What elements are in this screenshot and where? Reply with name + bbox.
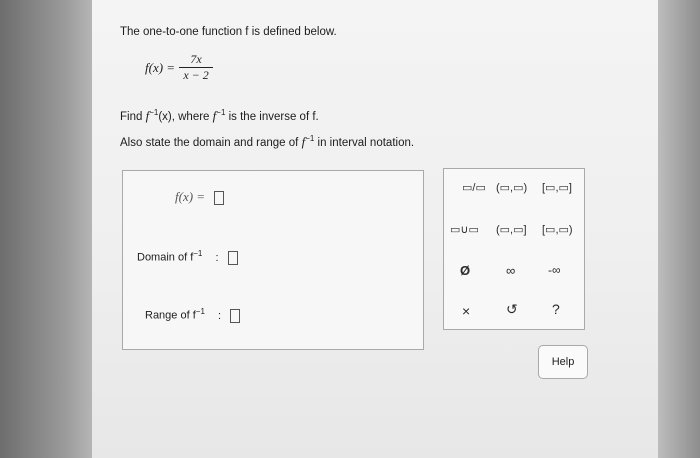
- range-colon: :: [217, 309, 222, 322]
- screen-bezel-left: [0, 0, 92, 458]
- denominator: x − 2: [183, 68, 209, 82]
- finv-label: f(x) =: [175, 189, 206, 204]
- domain-range-instruction: Also state the domain and range of $f^{-1}$ in interval notation.: [120, 134, 415, 149]
- range-input[interactable]: [230, 309, 240, 323]
- union-button[interactable]: ▭∪▭: [450, 224, 479, 236]
- help-button[interactable]: Help: [538, 345, 588, 379]
- inverse-input[interactable]: [214, 191, 224, 205]
- also-text-a: Also state the domain and range of: [120, 137, 302, 149]
- range-label: Range of f: [145, 309, 196, 322]
- find-text-b: (x), where: [158, 111, 213, 123]
- answer-box: [122, 170, 424, 350]
- screen-bezel-right: [658, 0, 700, 458]
- domain-label: Domain of f: [137, 251, 194, 264]
- domain-colon: :: [215, 251, 219, 264]
- help-question-button[interactable]: ?: [552, 301, 560, 317]
- problem-prompt: The one-to-one function f is defined below.: [120, 26, 337, 38]
- fraction: [179, 52, 213, 83]
- function-definition: [145, 52, 213, 83]
- function-lhs: f(x) =: [145, 59, 176, 75]
- undo-icon[interactable]: ↺: [506, 301, 518, 317]
- neg-infinity-button[interactable]: -∞: [548, 263, 561, 277]
- find-text-a: Find: [120, 111, 146, 123]
- closed-open-interval-button[interactable]: [▭,▭): [542, 224, 573, 236]
- fraction-button[interactable]: ▭/▭: [462, 182, 486, 194]
- also-text-b: in interval notation.: [314, 137, 415, 149]
- range-row: Range of $f^{-1}$ :: [145, 307, 240, 323]
- find-text-c: is the inverse of f.: [225, 111, 319, 123]
- infinity-button[interactable]: ∞: [506, 263, 516, 278]
- open-closed-interval-button[interactable]: (▭,▭]: [496, 224, 527, 236]
- find-instruction: Find $f^{-1}(x)$, where $f^{-1}$ is the inverse of f.: [120, 108, 319, 123]
- clear-button[interactable]: ×: [462, 303, 471, 319]
- domain-input[interactable]: [228, 251, 238, 265]
- open-open-interval-button[interactable]: (▭,▭): [496, 182, 528, 194]
- empty-set-button[interactable]: Ø: [460, 263, 471, 278]
- numerator: 7x: [190, 52, 202, 66]
- domain-row: Domain of $f^{-1}$ :: [137, 249, 238, 265]
- closed-closed-interval-button[interactable]: [▭,▭]: [542, 182, 572, 194]
- math-palette: [443, 168, 585, 330]
- inverse-row: [175, 189, 224, 205]
